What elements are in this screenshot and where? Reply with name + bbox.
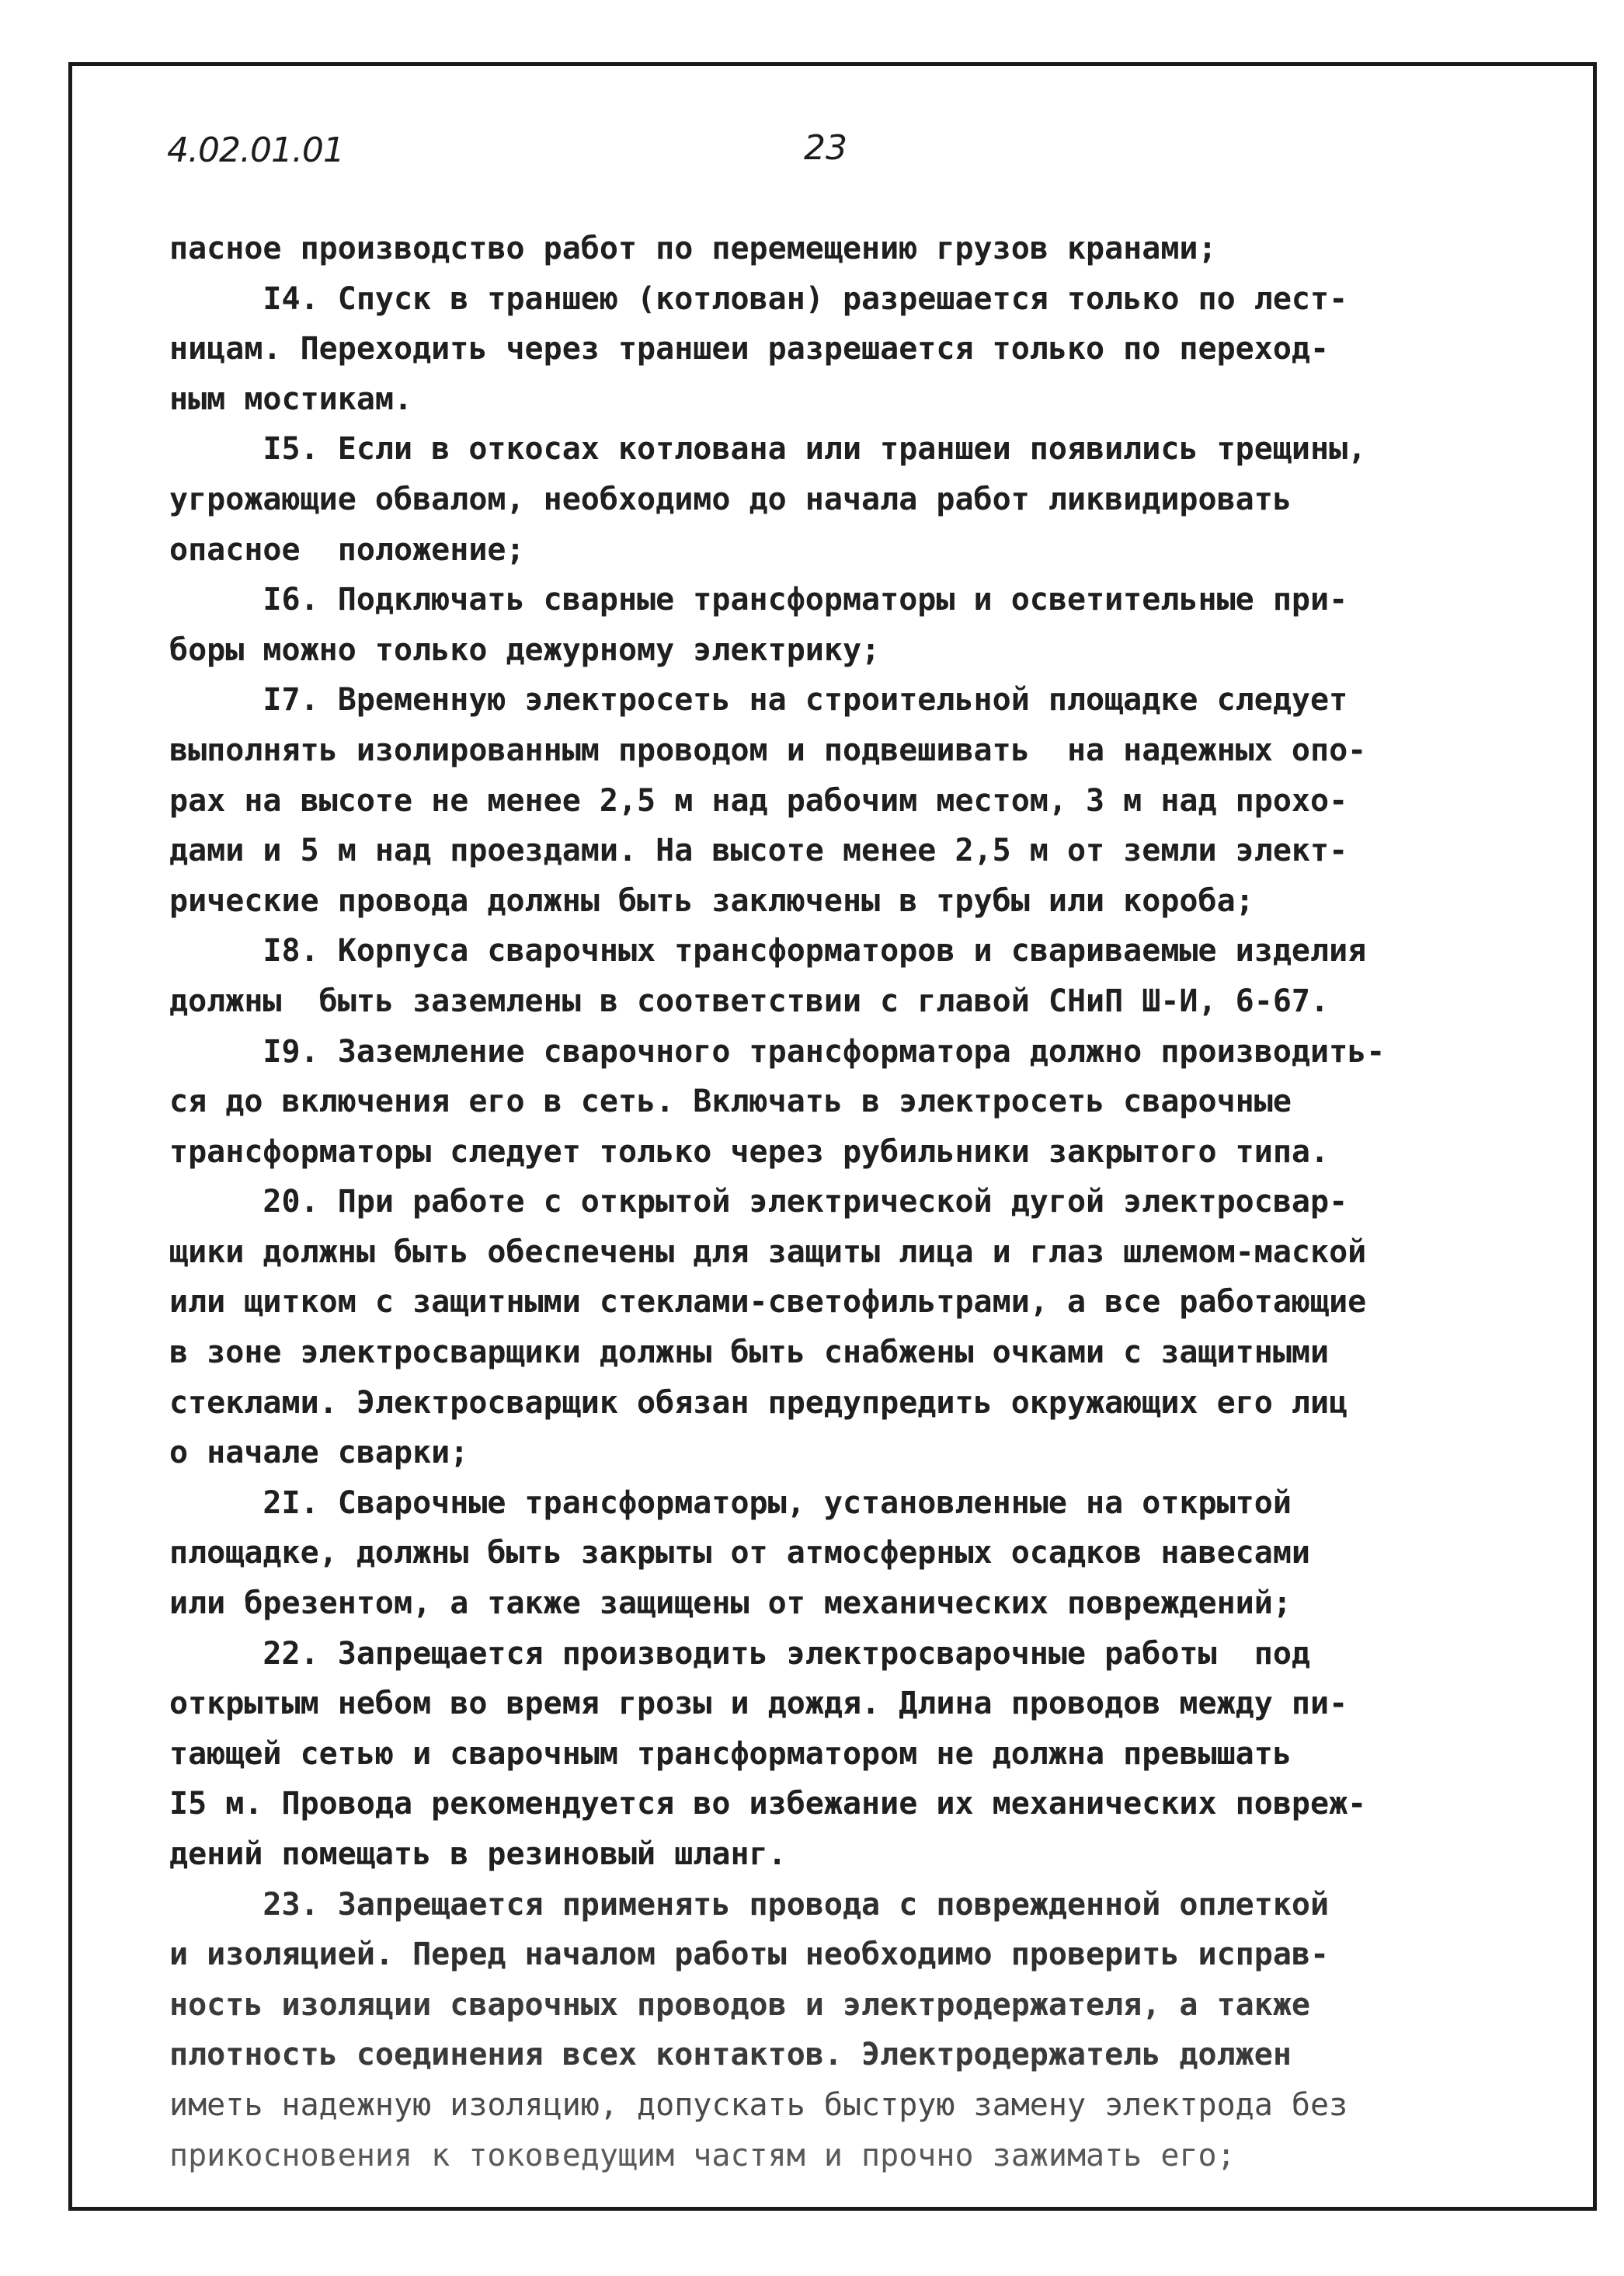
- text-line: дений помещать в резиновый шланг.: [169, 1836, 787, 1872]
- text-line: I8. Корпуса сварочных трансформаторов и свариваемые изделия: [169, 933, 1367, 969]
- text-line: 2I. Сварочные трансформаторы, установленные на открытой: [169, 1484, 1292, 1521]
- text-line: плотность соединения всех контактов. Электродержатель должен: [169, 2037, 1292, 2073]
- text-line: 23. Запрещается применять провода с поврежденной оплеткой: [169, 1886, 1330, 1923]
- text-line: дами и 5 м над проездами. На высоте менее 2,5 м от земли элект-: [169, 833, 1348, 869]
- text-line: боры можно только дежурному электрику;: [169, 632, 881, 668]
- text-line: щики должны быть обеспечены для защиты лица и глаз шлемом-маской: [169, 1234, 1367, 1270]
- text-line: I7. Временную электросеть на строительной площадке следует: [169, 682, 1348, 719]
- text-line: ность изоляции сварочных проводов и электродержателя, а также: [169, 1986, 1311, 2023]
- text-line: открытым небом во время грозы и дождя. Длина проводов между пи-: [169, 1686, 1348, 1722]
- text-line: тающей сетью и сварочным трансформатором не должна превышать: [169, 1735, 1292, 1772]
- text-line: выполнять изолированным проводом и подвешивать на надежных опо-: [169, 732, 1367, 768]
- text-line: угрожающие обвалом, необходимо до начала работ ликвидировать: [169, 481, 1292, 517]
- text-line: I5. Если в откосах котлована или траншеи появились трещины,: [169, 431, 1367, 468]
- text-line: стеклами. Электросварщик обязан предупредить окружающих его лиц: [169, 1384, 1348, 1421]
- body-text: [169, 224, 1575, 2180]
- document-code: 4.02.01.01: [167, 131, 344, 170]
- text-line: или брезентом, а также защищены от механических повреждений;: [169, 1585, 1292, 1622]
- text-line: 20. При работе с открытой электрической дугой электросвар-: [169, 1184, 1348, 1220]
- text-line: ным мостикам.: [169, 381, 413, 417]
- text-line: иметь надежную изоляцию, допускать быструю замену электрода без: [169, 2086, 1348, 2123]
- text-line: опасное положение;: [169, 531, 525, 568]
- text-line: площадке, должны быть закрыты от атмосферных осадков навесами: [169, 1535, 1311, 1571]
- text-line: рические провода должны быть заключены в трубы или короба;: [169, 882, 1254, 919]
- text-line: в зоне электросварщики должны быть снабжены очками с защитными: [169, 1335, 1330, 1371]
- text-line: или щитком с защитными стеклами-светофильтрами, а все работающие: [169, 1284, 1367, 1321]
- text-line: I6. Подключать сварные трансформаторы и осветительные при-: [169, 582, 1348, 618]
- text-line: ся до включения его в сеть. Включать в электросеть сварочные: [169, 1084, 1292, 1120]
- text-line: 22. Запрещается производить электросварочные работы под: [169, 1635, 1311, 1672]
- text-line: должны быть заземлены в соответствии с главой СНиП Ш-И, 6-67.: [169, 983, 1330, 1019]
- page-number: 23: [804, 128, 847, 168]
- text-line: пасное производство работ по перемещению грузов кранами;: [169, 231, 1217, 266]
- text-line: трансформаторы следует только через рубильники закрытого типа.: [169, 1133, 1330, 1170]
- text-line: ницам. Переходить через траншеи разрешается только по переход-: [169, 331, 1330, 367]
- text-line: о начале сварки;: [169, 1435, 469, 1471]
- text-line: I5 м. Провода рекомендуется во избежание их механических повреж-: [169, 1786, 1367, 1822]
- text-line: и изоляцией. Перед началом работы необходимо проверить исправ-: [169, 1937, 1330, 1973]
- text-line: I9. Заземление сварочного трансформатора должно производить-: [169, 1033, 1386, 1070]
- text-line: рах на высоте не менее 2,5 м над рабочим местом, 3 м над прохо-: [169, 782, 1348, 819]
- text-line: прикосновения к токоведущим частям и прочно зажимать его;: [169, 2137, 1236, 2173]
- text-line: I4. Спуск в траншею (котлован) разрешается только по лест-: [169, 280, 1348, 317]
